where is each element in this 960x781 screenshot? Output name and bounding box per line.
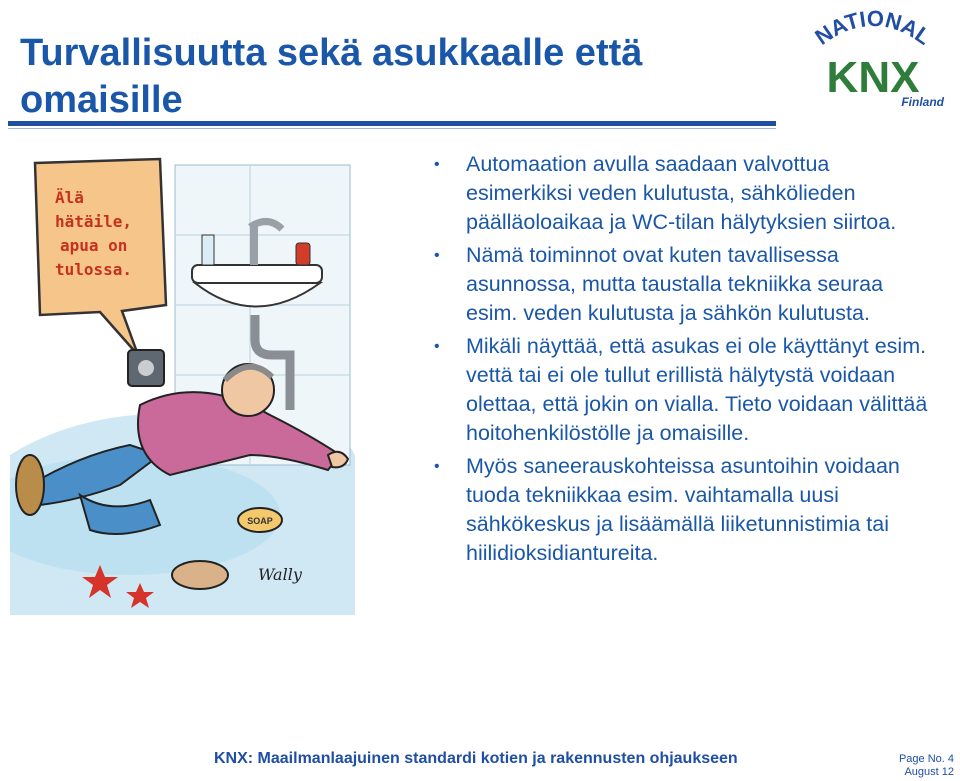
sign-line-2: hätäile, [55,212,133,231]
page-date: August 12 [904,766,954,778]
title-underline-thin [8,128,776,129]
logo-finland-text: Finland [901,95,944,108]
help-sign [35,159,166,355]
bullet-icon: • [434,156,440,173]
bullet-text: Automaation avulla saadaan valvottua esimerkiksi veden kulutusta, sähkölieden päälläoloaikaa ja WC-tilan hälytyksien siirtoa. [466,152,897,234]
bullet-text: Mikäli näyttää, että asukas ei ole käyttänyt esim. vettä tai ei ole tullut erillistä hälytystä voidaan olettaa, että jokin on vialla. Tieto voidaan välittää hoitohenkilöstölle ja omaisille. [466,334,928,445]
sign-line-1: Älä [55,188,84,207]
logo-knx-text: KNX [826,53,920,102]
slide-title: Turvallisuutta sekä asukkaalle että omaisille [20,32,643,121]
knx-national-finland-logo [798,2,948,108]
footer-title: KNX: Maailmanlaajuinen standardi kotien ja rakennusten ohjaukseen [214,750,738,767]
logo-arc-text: NATIONAL [810,5,936,50]
svg-text:NATIONAL [810,6,935,50]
bullet-item [432,332,932,448]
sign-line-4: tulossa. [55,260,133,279]
soap-label: SOAP [247,516,273,526]
bullet-item [432,241,932,328]
bullet-icon: • [434,458,440,475]
bullet-list [432,150,932,572]
page-number [899,753,954,779]
artist-signature: Wally [258,565,302,584]
soap [238,508,282,532]
bullet-icon: • [434,338,440,355]
title-underline [8,121,776,126]
sign-line-3: apua on [60,236,128,255]
bullet-item [432,452,932,568]
fallen-person-illustration [10,155,355,615]
page-number-text: Page No. 4 [898,753,954,765]
bullet-text: Myös saneerauskohteissa asuntoihin voidaan tuoda tekniikkaa esim. vaihtamalla uusi sähkökeskus ja lisäämällä liiketunnistimia tai hiilidioksidiantureita. [466,454,900,565]
bullet-item [432,150,932,237]
bullet-text: Nämä toiminnot ovat kuten tavallisessa asunnossa, mutta taustalla tekniikka seuraa esim. veden kulutusta ja sähkön kulutusta. [466,243,884,325]
bullet-icon: • [434,247,440,264]
